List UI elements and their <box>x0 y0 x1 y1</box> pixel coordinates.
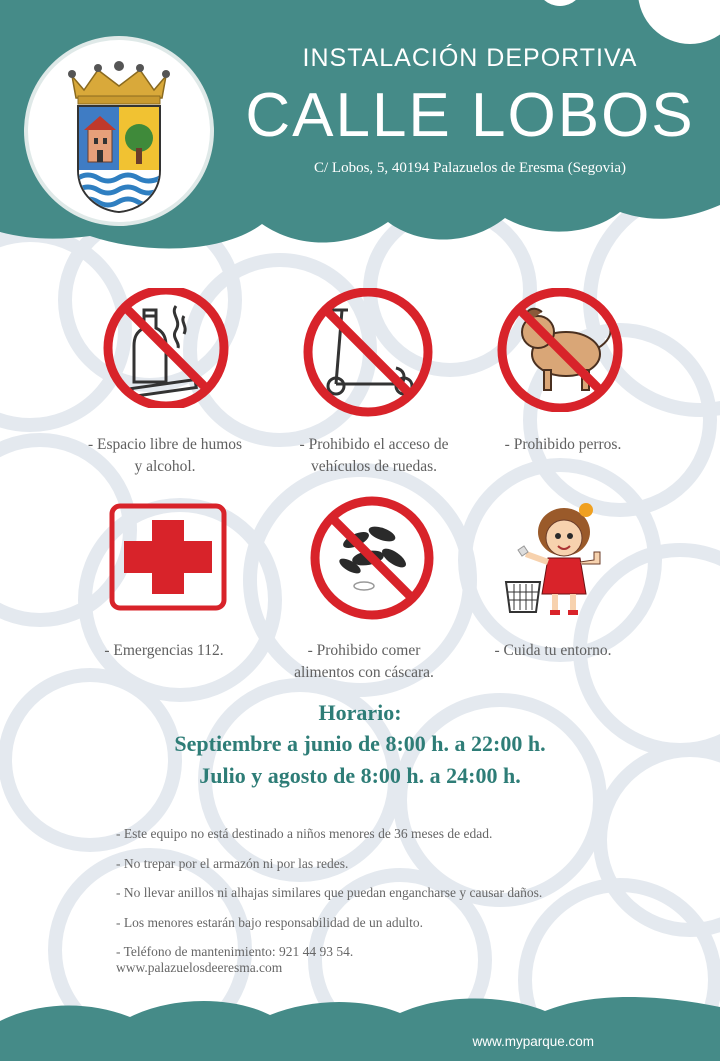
coat-of-arms <box>28 40 210 222</box>
schedule-title: Horario: <box>318 700 402 725</box>
schedule <box>0 698 720 792</box>
no-smoking-alcohol-icon <box>96 288 236 408</box>
rule-item: - No trepar por el armazón ni por las redes. <box>116 855 349 871</box>
subtitle: INSTALACIÓN DEPORTIVA <box>302 44 638 72</box>
rule-item: - Teléfono de mantenimiento: 921 44 93 54. <box>116 944 354 959</box>
rule-item: - No llevar anillos ni alhajas similares que puedan engancharse y causar daños. <box>116 885 543 900</box>
caption-no-smoking: - Espacio libre de humos y alcohol. <box>87 436 243 475</box>
municipal-website-link[interactable]: www.palazuelosdeeresma.com <box>116 959 283 975</box>
rule-item: - Este equipo no está destinado a niños menores de 36 meses de edad. <box>116 826 493 841</box>
rules-list <box>116 824 676 976</box>
page-title: CALLE LOBOS <box>245 81 695 150</box>
girl-litter-bin-icon <box>500 496 610 626</box>
caption-care-environment: - Cuida tu entorno. <box>494 642 612 659</box>
caption-no-dogs: - Prohibido perros. <box>504 436 622 453</box>
address: C/ Lobos, 5, 40194 Palazuelos de Eresma (Segovia) <box>313 160 627 176</box>
footer-banner <box>0 991 720 1061</box>
no-seeds-icon <box>306 496 438 620</box>
no-scooter-icon <box>298 288 438 418</box>
no-dogs-icon <box>490 288 630 412</box>
rule-item: - Los menores estarán bajo responsabilidad de un adulto. <box>116 914 424 930</box>
coat-of-arms-icon <box>28 40 210 222</box>
caption-emergencies: - Emergencias 112. <box>104 642 224 659</box>
caption-no-shell-food: - Prohibido comer alimentos con cáscara. <box>294 642 434 681</box>
schedule-line-2: Julio y agosto de 8:00 h. a 24:00 h. <box>199 763 521 788</box>
caption-no-wheels: - Prohibido el acceso de vehículos de ruedas. <box>299 436 449 475</box>
red-cross-icon <box>108 502 228 612</box>
schedule-line-1: Septiembre a junio de 8:00 h. a 22:00 h. <box>174 731 546 756</box>
footer-website-link[interactable]: www.myparque.com <box>472 1034 594 1049</box>
